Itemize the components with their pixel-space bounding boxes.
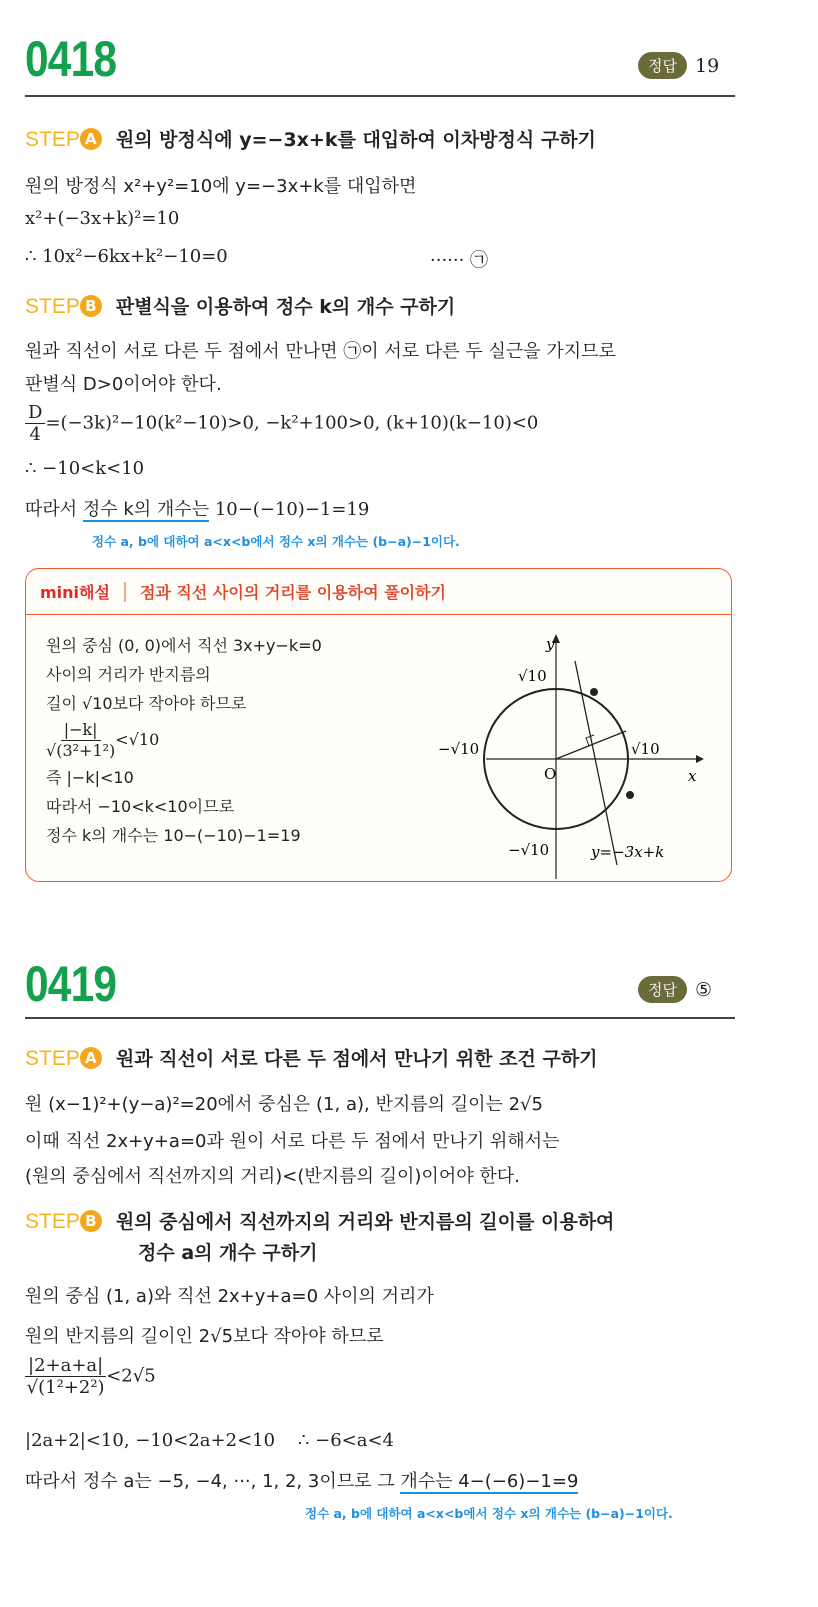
distance-fraction bbox=[46, 720, 322, 761]
bottom-label: −√10 bbox=[508, 841, 550, 859]
step-title: 원의 중심에서 직선까지의 거리와 반지름의 길이를 이용하여 bbox=[115, 1211, 615, 1233]
step-a-heading bbox=[25, 1044, 598, 1071]
equation-label: ······ ㉠ bbox=[430, 250, 489, 271]
tip-note: 정수 a, b에 대하여 a<x<b에서 정수 x의 개수는 (b−a)−1이다. bbox=[92, 534, 460, 549]
text: 따라서 bbox=[25, 499, 83, 520]
discriminant-equation bbox=[25, 402, 538, 445]
underlined-text: 정수 k의 개수는 bbox=[82, 499, 210, 520]
problem-number: 0419 bbox=[25, 956, 117, 1012]
mini-text bbox=[46, 631, 322, 850]
text-line: 이때 직선 2x+y+a=0과 원이 서로 다른 두 점에서 만나기 위해서는 bbox=[25, 1131, 560, 1152]
text-line: (원의 중심에서 직선까지의 거리)<(반지름의 길이)이어야 한다. bbox=[25, 1166, 520, 1187]
step-letter: B bbox=[80, 1210, 102, 1232]
frac-den: √(3²+1²) bbox=[46, 741, 116, 760]
text-line: 원의 방정식 x²+y²=10에 y=−3x+k를 대입하면 bbox=[25, 176, 417, 197]
equation: |2a+2|<10, −10<2a+2<10 ∴ −6<a<4 bbox=[25, 1430, 394, 1451]
divider bbox=[25, 95, 735, 97]
text-line: 원의 중심 (1, a)와 직선 2x+y+a=0 사이의 거리가 bbox=[25, 1286, 434, 1307]
text: 따라서 정수 a는 −5, −4, ···, 1, 2, 3이므로 그 bbox=[25, 1471, 401, 1492]
text-line: 따라서 −10<k<10이므로 bbox=[46, 797, 235, 816]
step-label: STEP bbox=[25, 1047, 80, 1070]
text-line: 즉 |−k|<10 bbox=[46, 768, 134, 787]
equation-rest: =(−3k)²−10(k²−10)>0, −k²+100>0, (k+10)(k−10)<0 bbox=[45, 412, 539, 434]
step-label: STEP bbox=[25, 128, 80, 151]
text: <√10 bbox=[115, 730, 160, 749]
step-letter: B bbox=[80, 295, 102, 317]
top-label: √10 bbox=[518, 667, 547, 685]
answer-badge: 정답 bbox=[638, 52, 687, 79]
text-line: 판별식 D>0이어야 한다. bbox=[25, 374, 222, 395]
frac-num: |−k| bbox=[61, 720, 101, 741]
step-title: 원과 직선이 서로 다른 두 점에서 만나기 위한 조건 구하기 bbox=[115, 1048, 598, 1070]
circle-line-graph bbox=[426, 629, 726, 879]
equation: ∴ −10<k<10 bbox=[25, 458, 145, 479]
answer-value: 19 bbox=[694, 54, 720, 77]
answer-value: ⑤ bbox=[694, 978, 713, 1001]
step-b-heading bbox=[25, 1207, 614, 1234]
frac-den: 4 bbox=[29, 424, 41, 445]
problem-number: 0418 bbox=[25, 31, 117, 87]
step-label: STEP bbox=[25, 1210, 80, 1233]
text-line: 길이 √10보다 작아야 하므로 bbox=[46, 694, 247, 713]
line-label: y=−3x+k bbox=[591, 843, 665, 861]
equation-rest: <2√5 bbox=[106, 1365, 156, 1387]
mini-title: 점과 직선 사이의 거리를 이용하여 풀이하기 bbox=[139, 583, 447, 602]
text-line: 원과 직선이 서로 다른 두 점에서 만나면 ㉠이 서로 다른 두 실근을 가지므로 bbox=[25, 341, 616, 362]
text-line: 사이의 거리가 반지름의 bbox=[46, 665, 211, 684]
step-label: STEP bbox=[25, 295, 80, 318]
step-a-heading bbox=[25, 125, 596, 152]
step-title: 원의 방정식에 y=−3x+k를 대입하여 이차방정식 구하기 bbox=[115, 129, 596, 151]
equation: ∴ 10x²−6kx+k²−10=0 bbox=[25, 246, 228, 267]
mini-header bbox=[26, 569, 731, 615]
underlined-text: 개수는 4−(−6)−1=9 bbox=[400, 1471, 579, 1492]
mini-explanation-box bbox=[25, 568, 732, 882]
frac-num: D bbox=[25, 402, 45, 424]
final-line bbox=[25, 495, 369, 521]
frac-den: √(1²+2²) bbox=[26, 1377, 105, 1398]
distance-inequality bbox=[25, 1355, 156, 1398]
text-line: 원의 반지름의 길이인 2√5보다 작아야 하므로 bbox=[25, 1326, 384, 1347]
step-title: 판별식을 이용하여 정수 k의 개수 구하기 bbox=[115, 296, 456, 318]
divider bbox=[25, 1017, 735, 1019]
mini-tag: mini해설 bbox=[40, 583, 110, 602]
answer-badge: 정답 bbox=[638, 976, 687, 1003]
frac-num: |2+a+a| bbox=[25, 1355, 106, 1377]
tip-note: 정수 a, b에 대하여 a<x<b에서 정수 x의 개수는 (b−a)−1이다. bbox=[305, 1506, 673, 1521]
right-label: √10 bbox=[631, 740, 660, 758]
final-line bbox=[25, 1467, 578, 1493]
y-axis-label: y bbox=[546, 635, 555, 653]
left-label: −√10 bbox=[438, 740, 480, 758]
x-axis-label: x bbox=[688, 767, 697, 785]
text-line: 원의 중심 (0, 0)에서 직선 3x+y−k=0 bbox=[46, 636, 322, 655]
answer-row bbox=[638, 52, 719, 79]
answer-row bbox=[638, 976, 712, 1003]
step-b-heading-line2: 정수 a의 개수 구하기 bbox=[138, 1242, 318, 1264]
origin-label: O bbox=[544, 765, 557, 783]
text-line: 정수 k의 개수는 10−(−10)−1=19 bbox=[46, 826, 301, 845]
text: 10−(−10)−1=19 bbox=[209, 499, 370, 520]
step-b-heading bbox=[25, 292, 455, 319]
step-letter: A bbox=[80, 128, 102, 150]
step-letter: A bbox=[80, 1047, 102, 1069]
equation: x²+(−3x+k)²=10 bbox=[25, 208, 180, 229]
text-line: 원 (x−1)²+(y−a)²=20에서 중심은 (1, a), 반지름의 길이는 2√5 bbox=[25, 1094, 543, 1115]
